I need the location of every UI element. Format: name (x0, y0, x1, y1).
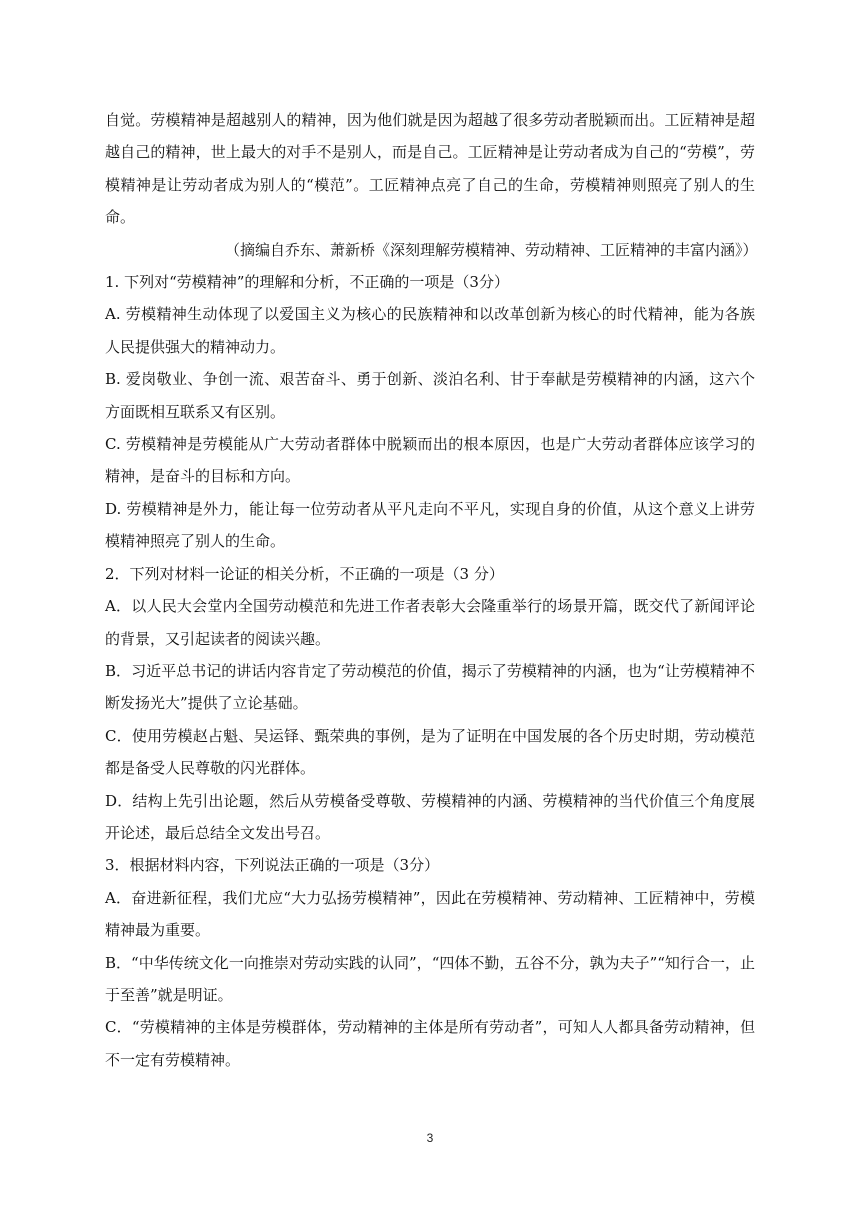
question-stem: 3．根据材料内容，下列说法正确的一项是（3分） (105, 856, 440, 875)
option-c: C. 劳模精神是劳模能从广大劳动者群体中脱颖而出的根本原因，也是广大劳动者群体应该学习的精神，是奋斗的目标和方向。 (105, 435, 755, 486)
option-d: D．结构上先引出论题，然后从劳模备受尊敬、劳模精神的内涵、劳模精神的当代价值三个角度展开论述，最后总结全文发出号召。 (105, 791, 755, 842)
page-content (105, 104, 758, 1076)
option-c: C．使用劳模赵占魁、吴运铎、甄荣典的事例，是为了证明在中国发展的各个历史时期，劳动模范都是备受人民尊敬的闪光群体。 (105, 726, 755, 778)
option-a: A. 劳模精神生动体现了以爱国主义为核心的民族精神和以改革创新为核心的时代精神，能为各族人民提供强大的精神动力。 (105, 305, 755, 356)
question-stem: 1. 下列对“劳模精神”的理解和分析，不正确的一项是（3分） (105, 273, 509, 292)
question-3 (105, 849, 755, 1076)
option-b: B．习近平总书记的讲话内容肯定了劳动模范的价值，揭示了劳模精神的内涵，也为“让劳模精神不断发扬光大”提供了立论基础。 (105, 661, 755, 713)
passage-paragraph: 自觉。劳模精神是超越别人的精神，因为他们就是因为超越了很多劳动者脱颖而出。工匠精神是超越自己的精神，世上最大的对手不是别人，而是自己。工匠精神是让劳动者成为自己的“劳模”，劳模精神是让劳动者成为别人的“模范”。工匠精神点亮了自己的生命，劳模精神则照亮了别人的生命。 (105, 111, 755, 227)
option-b: B. 爱岗敬业、争创一流、艰苦奋斗、勇于创新、淡泊名利、甘于奉献是劳模精神的内涵，这六个方面既相互联系又有区别。 (105, 370, 755, 421)
question-2 (105, 558, 755, 850)
option-a: A．奋进新征程，我们尤应“大力弘扬劳模精神”，因此在劳模精神、劳动精神、工匠精神中，劳模精神最为重要。 (105, 888, 755, 940)
question-stem: 2．下列对材料一论证的相关分析，不正确的一项是（3 分） (105, 564, 504, 583)
source-citation: （摘编自乔东、萧新桥《深刻理解劳模精神、劳动精神、工匠精神的丰富内涵》） (225, 240, 758, 259)
page-number: 3 (426, 1131, 434, 1145)
option-a: A．以人民大会堂内全国劳动模范和先进工作者表彰大会隆重举行的场景开篇，既交代了新闻评论的背景，又引起读者的阅读兴趣。 (105, 597, 755, 648)
question-1 (105, 266, 755, 558)
option-c: C．“劳模精神的主体是劳模群体，劳动精神的主体是所有劳动者”，可知人人都具备劳动精神，但不一定有劳模精神。 (105, 1018, 755, 1069)
option-b: B．“中华传统文化一向推崇对劳动实践的认同”，“四体不勤，五谷不分，孰为夫子”“知行合一，止于至善”就是明证。 (105, 953, 755, 1004)
option-d: D. 劳模精神是外力，能让每一位劳动者从平凡走向不平凡，实现自身的价值，从这个意义上讲劳模精神照亮了别人的生命。 (105, 499, 755, 551)
